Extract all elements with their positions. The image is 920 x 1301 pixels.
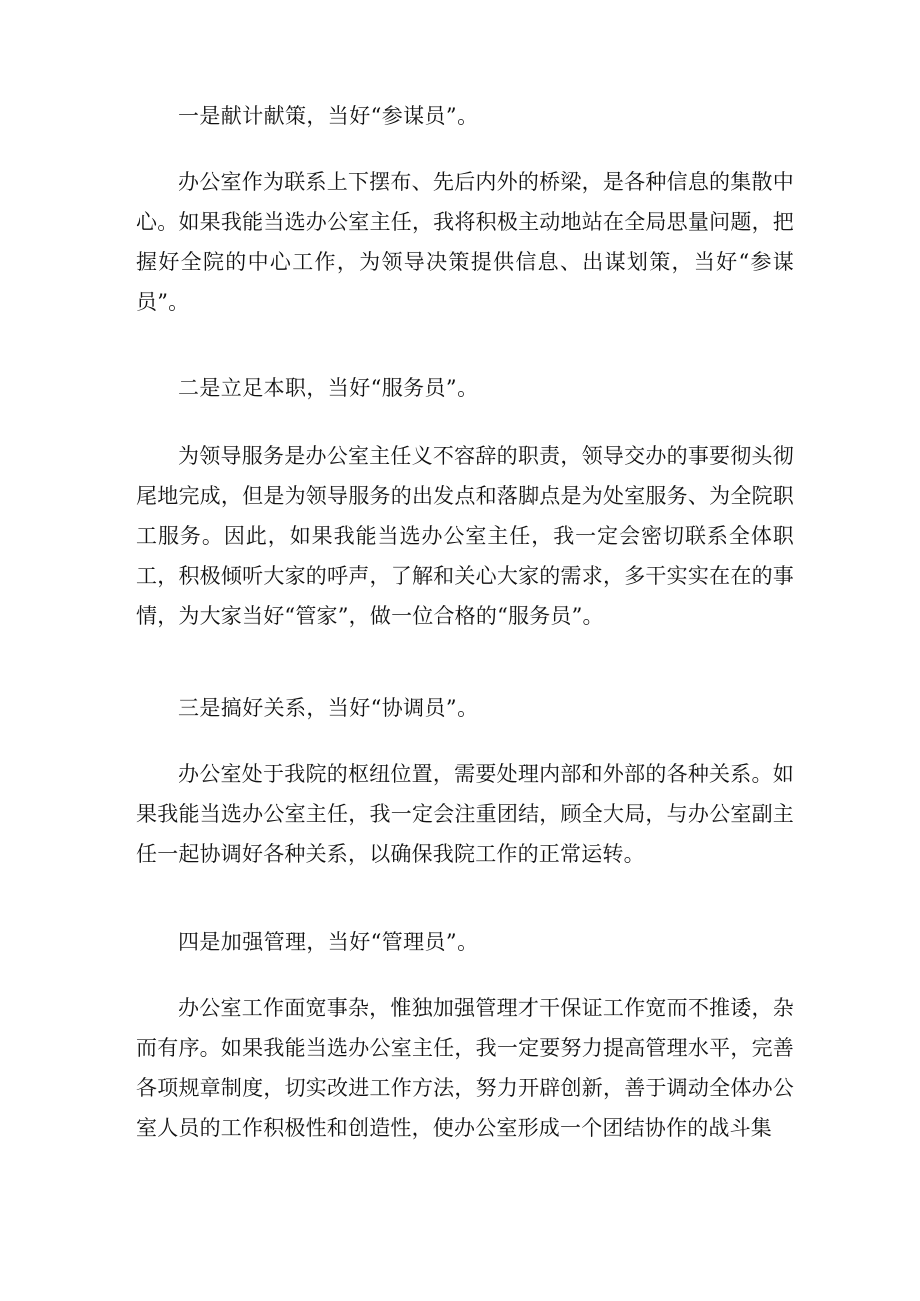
paragraph-1: 办公室作为联系上下摆布、先后内外的桥梁，是各种信息的集散中心。如果我能当选办公室主任，我将积极主动地站在全局思量问题，把握好全院的中心工作，为领导决策提供信息、出谋划策，当好“参谋员”。 [136, 170, 794, 314]
paragraph-2: 为领导服务是办公室主任义不容辞的职责，领导交办的事要彻头彻尾地完成，但是为领导服务的出发点和落脚点是为处室服务、为全院职工服务。因此，如果我能当选办公室主任，我一定会密切联系全体职工，积极倾听大家的呼声，了解和关心大家的需求，多干实实在在的事情，为大家当好“管家”，做一位合格的“服务员”。 [136, 444, 794, 628]
heading-4: 四是加强管理，当好“管理员”。 [178, 930, 479, 954]
heading-3: 三是搞好关系，当好“协调员”。 [178, 696, 479, 720]
paragraph-3: 办公室处于我院的枢纽位置，需要处理内部和外部的各种关系。如果我能当选办公室主任，我一定会注重团结，顾全大局，与办公室副主任一起协调好各种关系，以确保我院工作的正常运转。 [136, 762, 794, 866]
paragraph-4: 办公室工作面宽事杂，惟独加强管理才干保证工作宽而不推诿，杂而有序。如果我能当选办公室主任，我一定要努力提高管理水平，完善各项规章制度，切实改进工作方法，努力开辟创新，善于调动全体办公室人员的工作积极性和创造性，使办公室形成一个团结协作的战斗集 [136, 996, 794, 1140]
heading-1: 一是献计献策，当好“参谋员”。 [178, 104, 479, 128]
heading-2: 二是立足本职，当好“服务员”。 [178, 376, 479, 400]
